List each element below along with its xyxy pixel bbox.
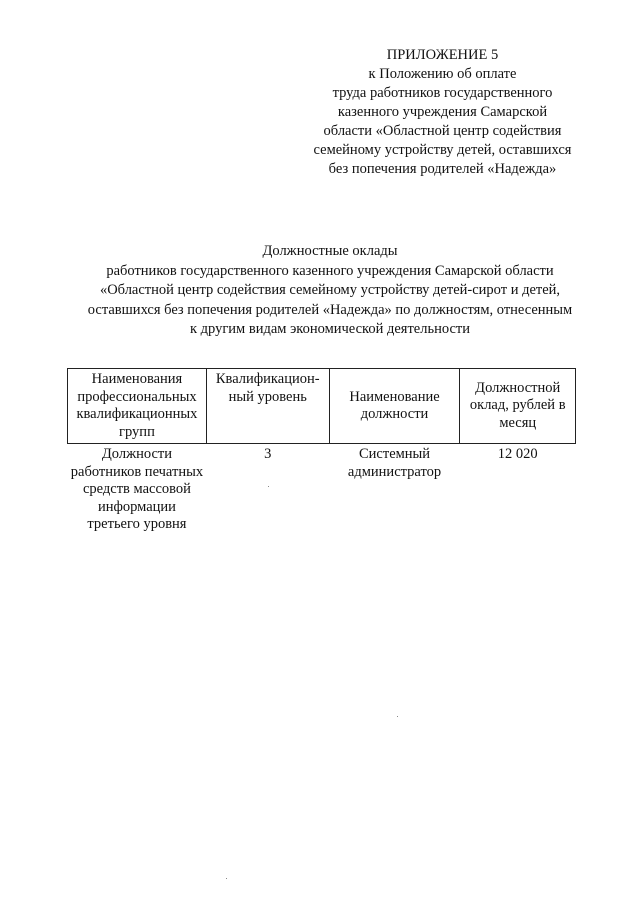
title-line: оставшихся без попечения родителей «Надежда» по должностям, отнесенным <box>87 301 573 318</box>
header-position: Наименование должности <box>329 369 460 444</box>
cell-group: Должности работников печатных средств массовой информации третьего уровня <box>70 446 204 532</box>
table-row <box>68 444 576 536</box>
title-line: Должностные оклады <box>262 243 398 259</box>
table-header-row <box>68 369 576 444</box>
appendix-line: семейному устройству детей, оставшихся <box>313 142 572 158</box>
cell-salary: 12 020 <box>497 446 538 462</box>
scan-speck <box>226 878 227 879</box>
title-line: «Областной центр содействия семейному устройству детей-сирот и детей, <box>99 282 561 298</box>
header-salary: Должностной оклад, рублей в месяц <box>460 369 576 444</box>
appendix-line: к Положению об оплате <box>368 66 517 82</box>
scan-speck <box>268 486 269 487</box>
cell-level: 3 <box>264 446 272 462</box>
appendix-line: казенного учреждения Самарской <box>337 104 548 120</box>
scan-speck <box>397 716 398 717</box>
title-line: работников государственного казенного учреждения Самарской области <box>106 262 554 279</box>
title-line: к другим видам экономической деятельности <box>189 321 470 337</box>
appendix-line: без попечения родителей «Надежда» <box>328 161 557 177</box>
appendix-line: труда работников государственного <box>332 85 553 101</box>
appendix-line: ПРИЛОЖЕНИЕ 5 <box>386 47 499 63</box>
salary-table <box>67 368 576 536</box>
header-group: Наименования профессиональных квалификационных групп <box>68 369 207 444</box>
cell-position: Системный администратор <box>347 446 442 480</box>
header-level: Квалификацион-ный уровень <box>206 369 329 444</box>
appendix-line: области «Областной центр содействия <box>323 123 562 139</box>
appendix-header <box>300 46 585 179</box>
document-title <box>60 242 600 340</box>
